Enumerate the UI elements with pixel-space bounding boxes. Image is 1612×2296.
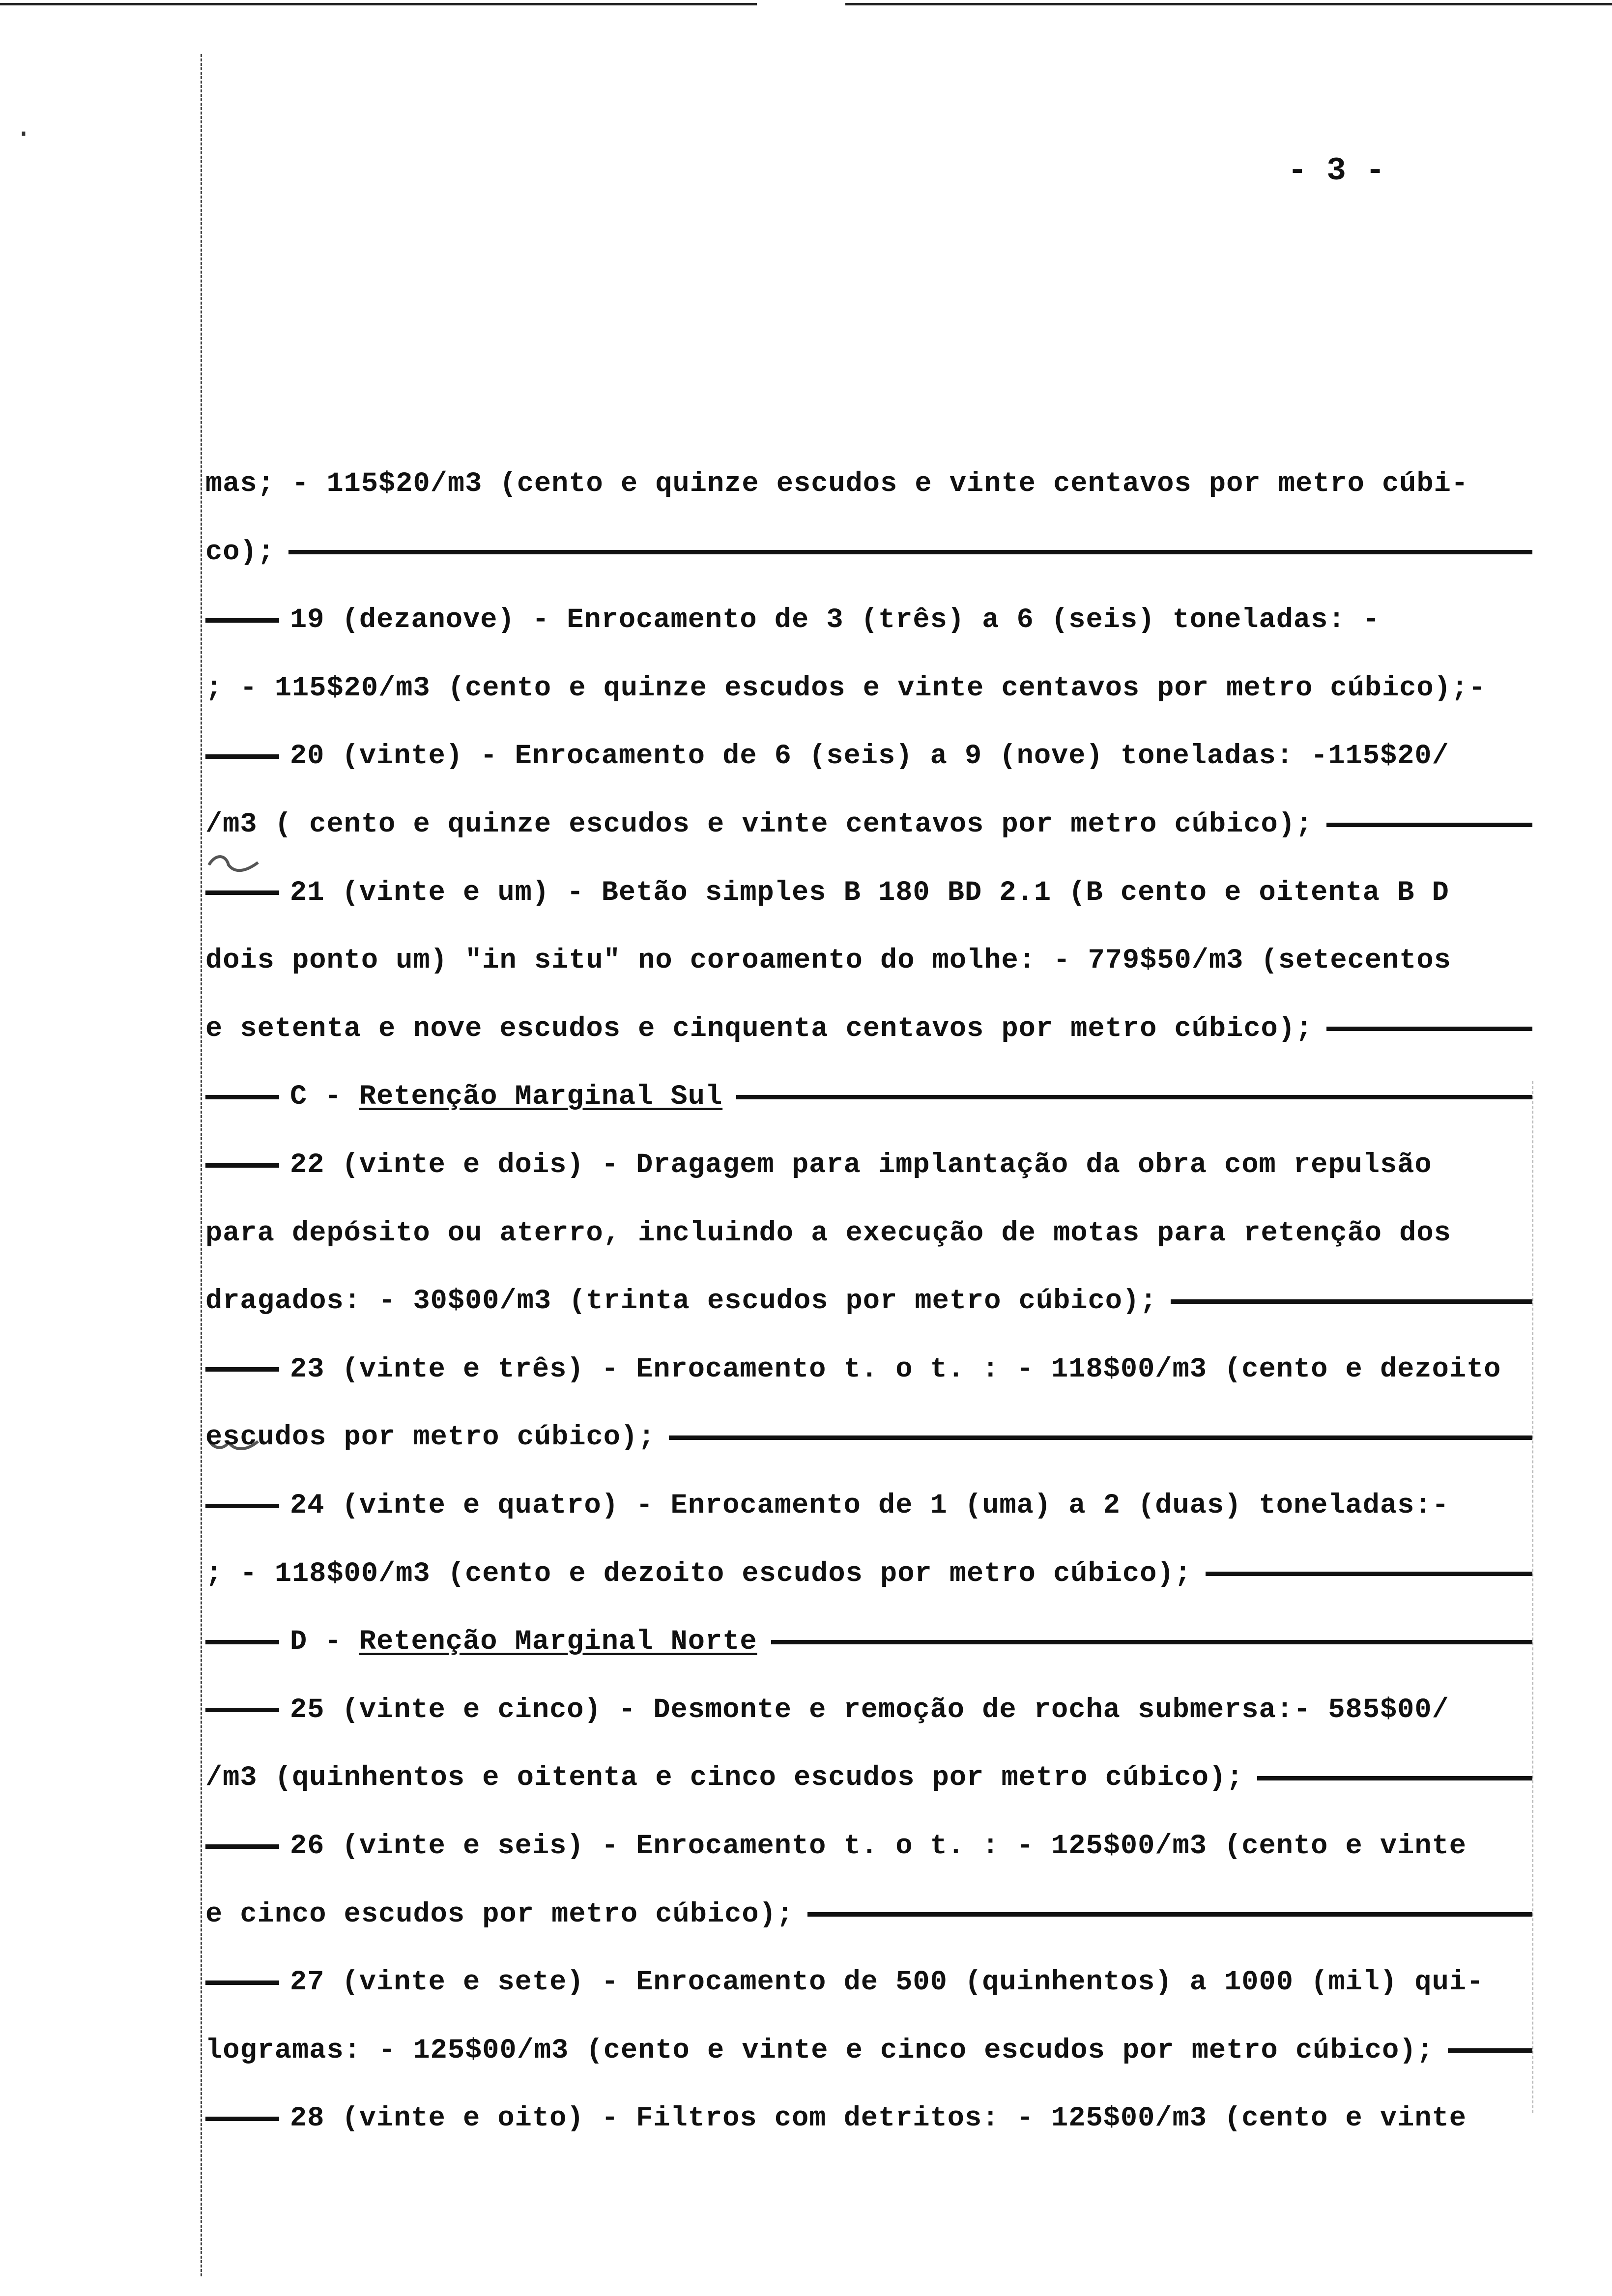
text-line xyxy=(205,941,1532,980)
text-line xyxy=(205,737,1532,776)
leading-dash-rule xyxy=(205,1640,279,1644)
line-text: co); xyxy=(205,536,275,568)
line-text: ; - 115$20/m3 (cento e quinze escudos e vinte centavos por metro cúbico);- xyxy=(205,672,1486,704)
leading-dash-rule xyxy=(205,1708,279,1712)
line-text: 26 (vinte e seis) - Enrocamento t. o t. : - 125$00/m3 (cento e vinte xyxy=(290,1831,1467,1862)
text-line xyxy=(205,1758,1532,1798)
leading-dash-rule xyxy=(205,2117,279,2121)
trailing-dash-rule xyxy=(1448,2048,1532,2053)
line-text: C - xyxy=(290,1081,359,1113)
text-line xyxy=(205,2099,1532,2138)
text-line xyxy=(205,1963,1532,2002)
line-text: e cinco escudos por metro cúbico); xyxy=(205,1898,794,1930)
text-line xyxy=(205,1486,1532,1525)
leading-dash-rule xyxy=(205,1980,279,1985)
line-text: ; - 118$00/m3 (cento e dezoito escudos por metro cúbico); xyxy=(205,1558,1192,1590)
leading-dash-rule xyxy=(205,1095,279,1099)
trailing-dash-rule xyxy=(1326,823,1532,827)
trailing-dash-rule xyxy=(1326,1027,1532,1031)
line-text: 28 (vinte e oito) - Filtros com detritos: - 125$00/m3 (cento e vinte xyxy=(290,2103,1467,2135)
leading-dash-rule xyxy=(205,618,279,623)
line-text: 21 (vinte e um) - Betão simples B 180 BD 2.1 (B cento e oitenta B D xyxy=(290,877,1449,909)
line-text: escudos por metro cúbico); xyxy=(205,1422,656,1454)
trailing-dash-rule xyxy=(1171,1299,1532,1304)
line-text: 20 (vinte) - Enrocamento de 6 (seis) a 9 (nove) toneladas: -115$20/ xyxy=(290,741,1449,773)
trailing-dash-rule xyxy=(1257,1776,1532,1780)
leading-dash-rule xyxy=(205,1367,279,1372)
line-text: dois ponto um) "in situ" no coroamento do molhe: - 779$50/m3 (setecentos xyxy=(205,945,1451,977)
line-text: /m3 (quinhentos e oitenta e cinco escudos por metro cúbico); xyxy=(205,1762,1244,1794)
line-text: dragados: - 30$00/m3 (trinta escudos por metro cúbico); xyxy=(205,1286,1157,1318)
trailing-dash-rule xyxy=(771,1640,1532,1644)
line-text: 27 (vinte e sete) - Enrocamento de 500 (quinhentos) a 1000 (mil) qui- xyxy=(290,1967,1484,1999)
top-rule-right xyxy=(845,3,1612,5)
text-line xyxy=(205,533,1532,572)
text-line xyxy=(205,669,1532,708)
text-line xyxy=(205,1009,1532,1049)
trailing-dash-rule xyxy=(736,1095,1532,1099)
line-text: mas; - 115$20/m3 (cento e quinze escudos e vinte centavos por metro cúbi- xyxy=(205,468,1469,500)
right-margin-line xyxy=(1532,1081,1533,2113)
margin-line xyxy=(201,54,202,2276)
leading-dash-rule xyxy=(205,1163,279,1168)
text-line xyxy=(205,464,1532,504)
section-heading-line xyxy=(205,1077,1532,1117)
leading-dash-rule xyxy=(205,1844,279,1849)
line-text: 22 (vinte e dois) - Dragagem para implantação da obra com repulsão xyxy=(290,1149,1432,1181)
trailing-dash-rule xyxy=(288,550,1532,554)
line-text: para depósito ou aterro, incluindo a execução de motas para retenção dos xyxy=(205,1217,1451,1249)
trailing-dash-rule xyxy=(1206,1572,1532,1576)
text-line xyxy=(205,1554,1532,1594)
text-line xyxy=(205,601,1532,640)
section-heading: Retenção Marginal Sul xyxy=(359,1081,723,1113)
edge-mark: · xyxy=(15,118,33,151)
line-text: 25 (vinte e cinco) - Desmonte e remoção de rocha submersa:- 585$00/ xyxy=(290,1694,1449,1726)
section-heading-line xyxy=(205,1622,1532,1662)
line-text: /m3 ( cento e quinze escudos e vinte centavos por metro cúbico); xyxy=(205,809,1313,840)
text-line xyxy=(205,805,1532,844)
page-number: - 3 - xyxy=(1288,152,1385,189)
line-text: e setenta e nove escudos e cinquenta centavos por metro cúbico); xyxy=(205,1013,1313,1045)
text-line xyxy=(205,873,1532,913)
text-line xyxy=(205,1827,1532,1866)
top-rule-left xyxy=(0,3,757,5)
text-line xyxy=(205,1691,1532,1730)
text-line xyxy=(205,1146,1532,1185)
line-text: D - xyxy=(290,1626,359,1658)
leading-dash-rule xyxy=(205,754,279,759)
line-text: logramas: - 125$00/m3 (cento e vinte e cinco escudos por metro cúbico); xyxy=(205,2035,1434,2066)
text-line xyxy=(205,1214,1532,1253)
text-line xyxy=(205,1282,1532,1321)
trailing-dash-rule xyxy=(669,1435,1532,1440)
text-line xyxy=(205,1895,1532,1934)
leading-dash-rule xyxy=(205,1504,279,1508)
line-text: 19 (dezanove) - Enrocamento de 3 (três) a 6 (seis) toneladas: - xyxy=(290,604,1380,636)
text-line xyxy=(205,1418,1532,1457)
section-heading: Retenção Marginal Norte xyxy=(359,1626,757,1658)
text-line xyxy=(205,1350,1532,1389)
line-text: 24 (vinte e quatro) - Enrocamento de 1 (uma) a 2 (duas) toneladas:- xyxy=(290,1490,1449,1521)
text-line xyxy=(205,2031,1532,2070)
trailing-dash-rule xyxy=(807,1912,1532,1917)
leading-dash-rule xyxy=(205,890,279,895)
line-text: 23 (vinte e três) - Enrocamento t. o t. : - 118$00/m3 (cento e dezoito xyxy=(290,1353,1501,1385)
